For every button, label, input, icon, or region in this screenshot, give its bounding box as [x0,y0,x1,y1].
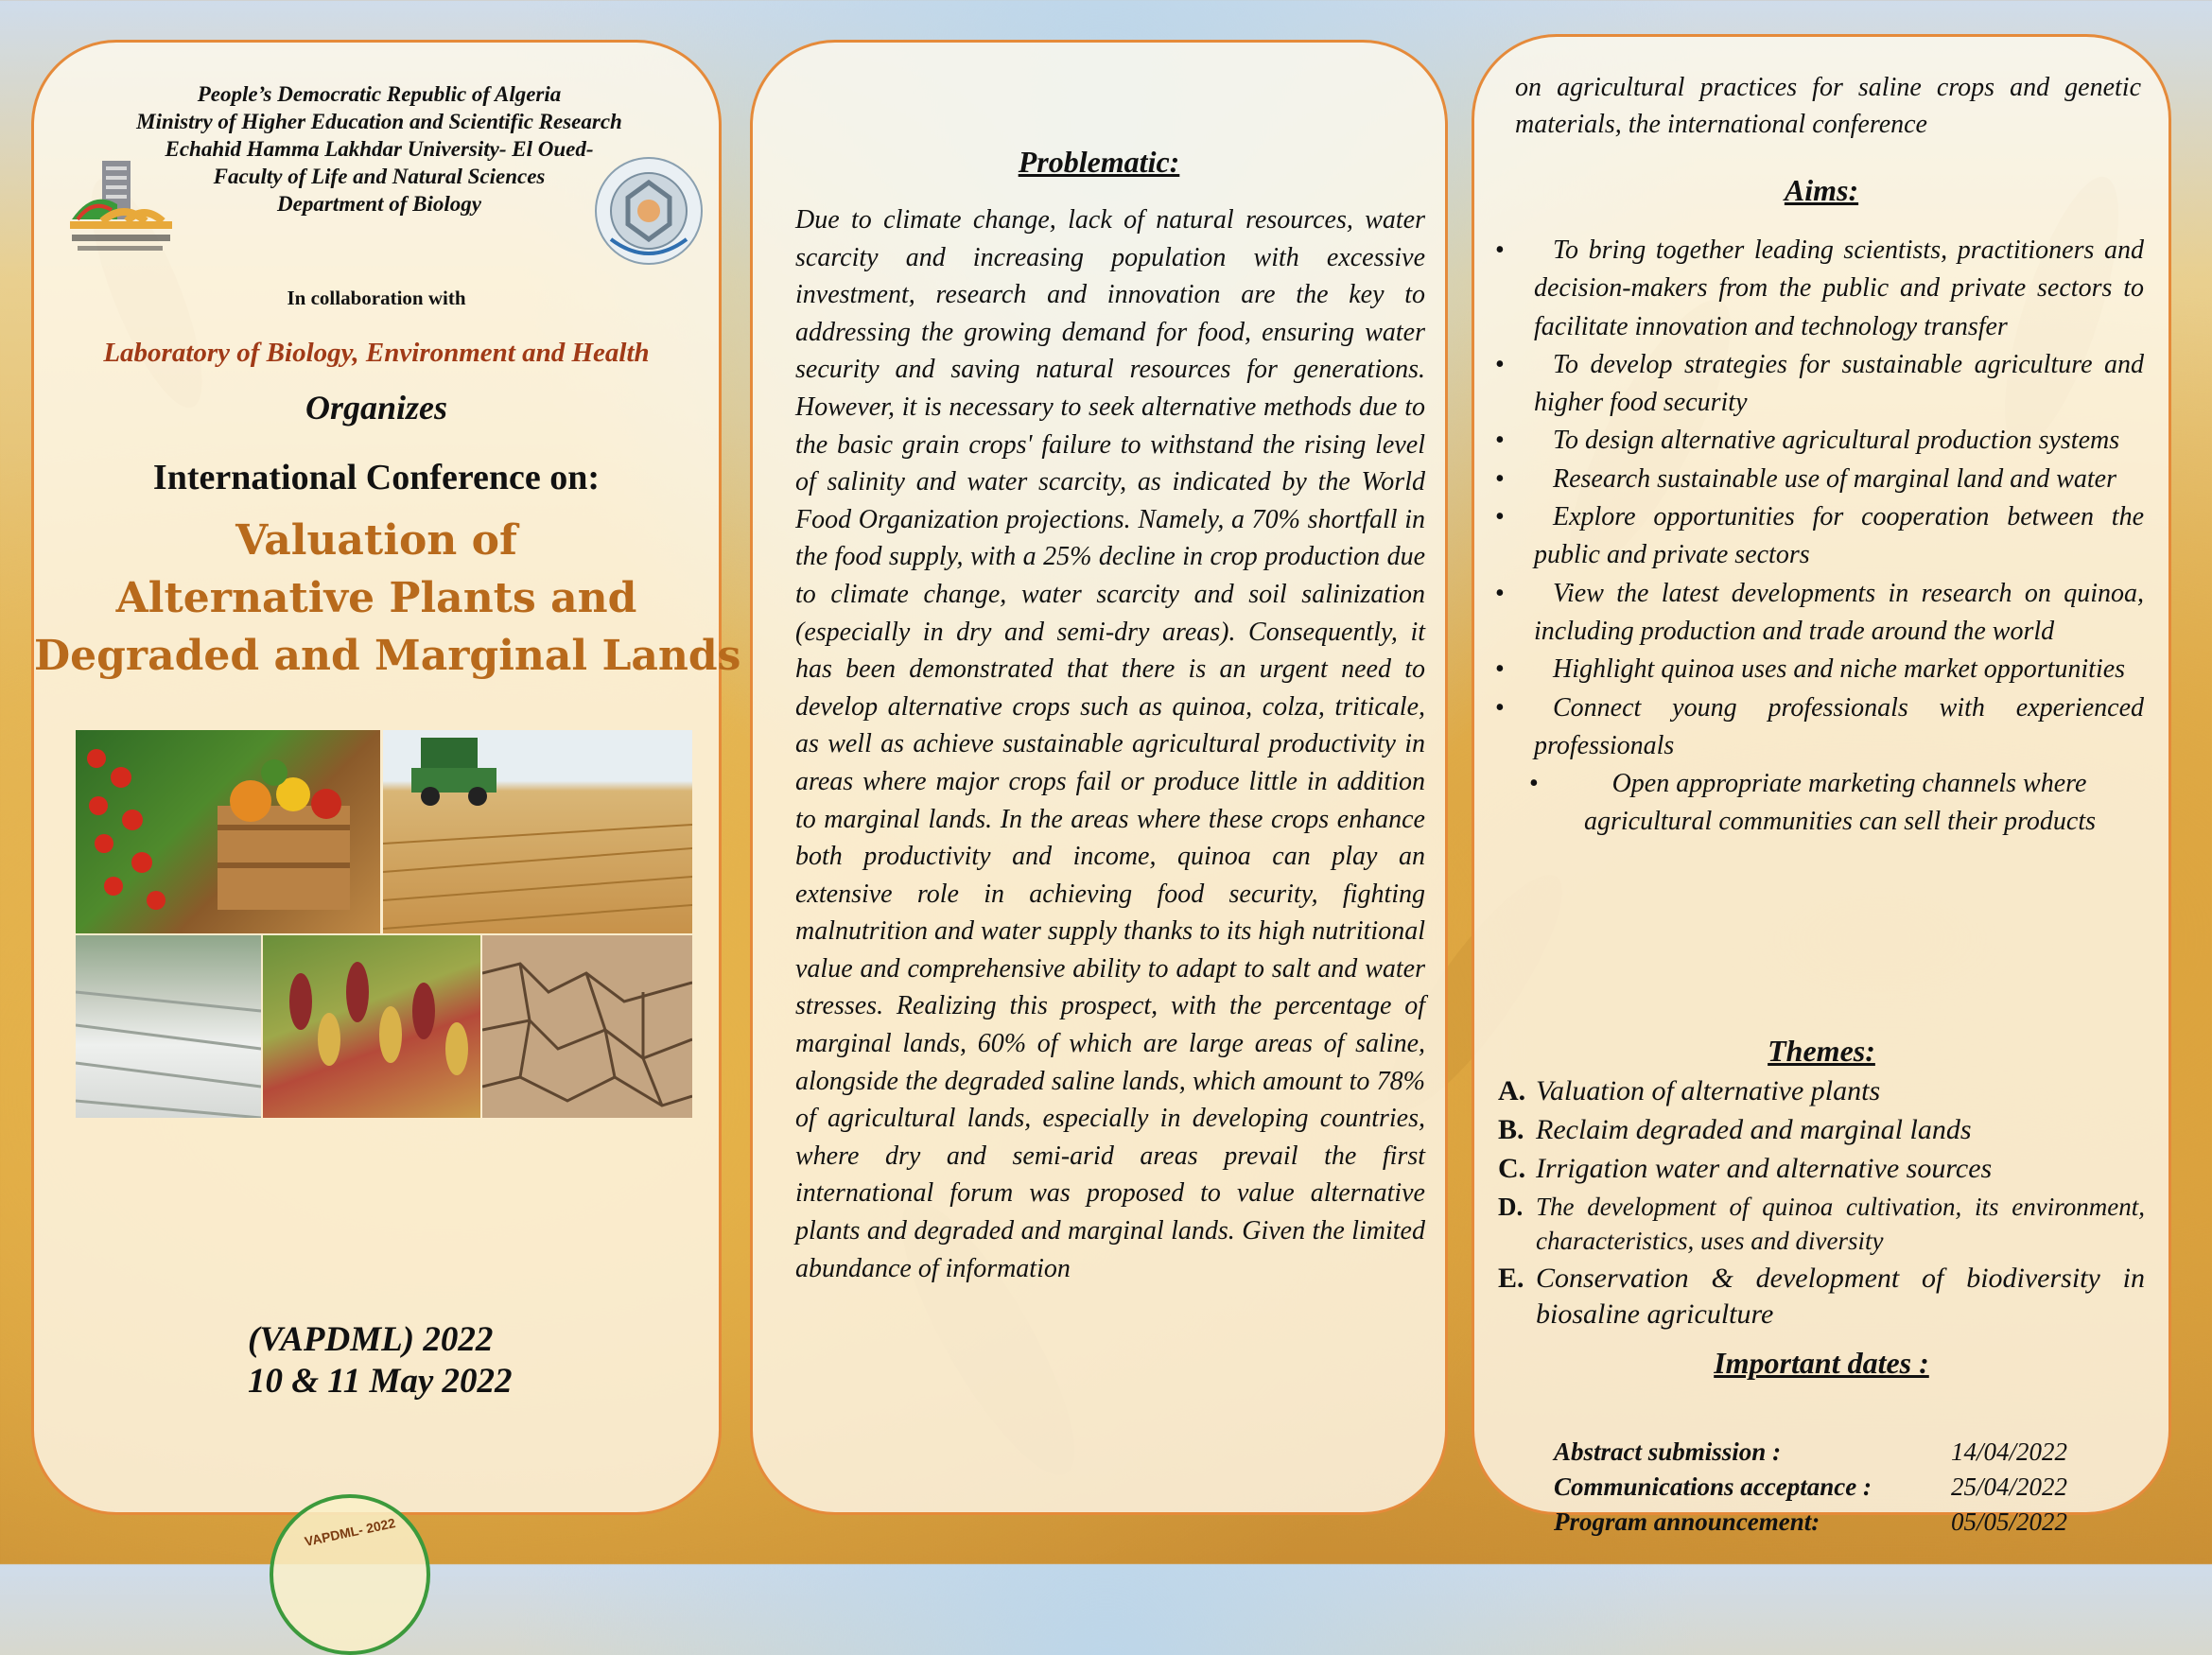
event-acronym: (VAPDML) 2022 [248,1320,494,1359]
bullet-icon: • [1495,235,1505,265]
date-value: 05/05/2022 [1951,1507,2068,1536]
bullet-icon: • [1495,463,1505,494]
bullet-icon: • [1495,654,1505,685]
institution-header [129,80,630,218]
list-item [1493,575,2144,652]
bullet-icon: • [1495,578,1505,608]
important-dates-title: Important dates : [1714,1346,1929,1380]
aim-text: Open appropriate marketing channels where agricultural communities can sell their products [1583,769,2097,837]
theme-text: Irrigation water and alternative sources [1536,1153,1993,1184]
aims-panel [1472,34,2171,1536]
quinoa-photo [263,935,480,1118]
list-item [1493,422,2144,460]
list-item [1498,1261,2145,1333]
theme-text: Reclaim degraded and marginal lands [1536,1114,1972,1145]
header-line: Echahid Hamma Lakhdar University- El Oued- [165,137,594,161]
date-label: Program announcement: [1554,1507,1820,1536]
aim-text: View the latest developments in research on quinoa, including production and trade around the world [1534,578,2144,646]
list-item [1493,232,2144,346]
theme-letter: B. [1498,1114,1524,1145]
problematic-title: Problematic: [1018,145,1180,179]
date-row [1554,1435,2121,1470]
header-line: Department of Biology [277,192,481,216]
event-dates: 10 & 11 May 2022 [248,1362,513,1401]
collaboration-label: In collaboration with [287,287,466,309]
bullet-icon: • [1495,502,1505,532]
aim-text: To develop strategies for sustainable agriculture and higher food security [1534,349,2144,418]
event-acronym-dates [248,1319,513,1402]
theme-text: The development of quinoa cultivation, its environment, characteristics, uses and diversity [1536,1193,2145,1255]
theme-text: Valuation of alternative plants [1536,1075,1881,1106]
bullet-icon: • [1495,426,1505,456]
list-item [1498,1151,2145,1187]
list-item [1493,765,2144,842]
list-item [1493,689,2144,766]
title-line: Valuation of [235,516,517,565]
aim-text: Research sustainable use of marginal land and water [1553,463,2116,494]
continuation-text: on agricultural practices for saline crops and genetic materials, the international conference [1515,73,2141,139]
header-line: People’s Democratic Republic of Algeria [197,82,562,106]
themes-title: Themes: [1768,1034,1875,1068]
bullet-icon: • [1495,692,1505,723]
theme-letter: E. [1498,1263,1524,1294]
title-line: Alternative Plants and [115,574,637,622]
dry-soil-photo [482,935,692,1118]
list-item [1493,498,2144,575]
list-item [1493,651,2144,688]
themes-list [1498,1073,2145,1335]
theme-letter: C. [1498,1153,1526,1184]
date-label: Abstract submission : [1554,1437,1782,1466]
aim-text: Connect young professionals with experienced professionals [1534,692,2144,760]
laboratory-name: Laboratory of Biology, Environment and Health [103,338,650,368]
aim-text: To design alternative agricultural production systems [1553,426,2120,456]
conference-stamp-logo [270,1494,430,1655]
date-label: Communications acceptance : [1554,1472,1872,1501]
list-item [1498,1073,2145,1109]
date-value: 14/04/2022 [1951,1437,2068,1466]
header-line: Ministry of Higher Education and Scientific Research [136,110,622,133]
header-line: Faculty of Life and Natural Sciences [213,165,546,188]
list-item [1493,346,2144,423]
title-line: Degraded and Marginal Lands [34,632,741,680]
stamp-text: VAPDML- 2022 [303,1515,397,1549]
conference-label: International Conference on: [152,458,601,497]
wheat-harvest-photo [383,730,692,933]
organizes-label: Organizes [305,389,448,427]
date-value: 25/04/2022 [1951,1472,2068,1501]
aim-text: To bring together leading scientists, practitioners and decision-makers from the public and private sectors to facilitate innovation and technology transfer [1534,235,2144,341]
vegetables-photo [76,730,380,933]
cover-panel [31,40,741,1515]
theme-letter: A. [1498,1075,1526,1106]
conference-title [34,512,741,685]
photo-collage [76,730,692,1118]
aim-text: Highlight quinoa uses and niche market opportunities [1553,654,2126,685]
important-dates-table [1554,1435,2121,1540]
saline-field-photo [76,935,261,1118]
list-item [1498,1190,2145,1258]
date-row [1554,1470,2121,1505]
list-item [1493,461,2144,498]
aims-title: Aims: [1784,173,1859,207]
theme-text: Conservation & development of biodiversity in biosaline agriculture [1536,1263,2145,1330]
bullet-icon: • [1529,769,1539,799]
problematic-panel [750,40,1448,1515]
problematic-text: Due to climate change, lack of natural resources, water scarcity and increasing population with excessive investment, research and innovation are the key to addressing the growing demand for food, ensuring water security and saving natural resources for generations. However, it is necessary to seek alternative methods due to the basic grain crops' failure to withstand the rising level of salinity and water scarcity, as indicated by the World Food Organization projections. Namely, a 70% shortfall in the food supply, with a 25% decline in crop production due to climate change, water scarcity and soil salinization (especially in dry and semi-dry areas). Consequently, it has been demonstrated that there is an urgent need to develop alternative crops such as quinoa, colza, triticale, as well as achieve sustainable agricultural productivity in areas where major crops fail or produce little in addition to marginal lands. In the areas where these crops enhance both productivity and income, quinoa can play an extensive role in achieving food security, fighting malnutrition and water supply thanks to its high nutritional value and comprehensive ability to adapt to salt and water stresses. Realizing this prospect, with the percentage of marginal lands, 60% of which are large areas of saline, alongside the degraded saline lands, which amount to 78% of agricultural lands, especially in developing countries, where dry and semi-arid areas prevail the first international forum was proposed to value alternative plants and degraded and marginal lands. Given the limited abundance of information [795,205,1425,1283]
date-row [1554,1505,2121,1540]
list-item [1498,1112,2145,1148]
bullet-icon: • [1495,349,1505,379]
aims-list [1493,232,2144,842]
aim-text: Explore opportunities for cooperation between the public and private sectors [1534,502,2144,570]
theme-letter: D. [1498,1193,1524,1221]
